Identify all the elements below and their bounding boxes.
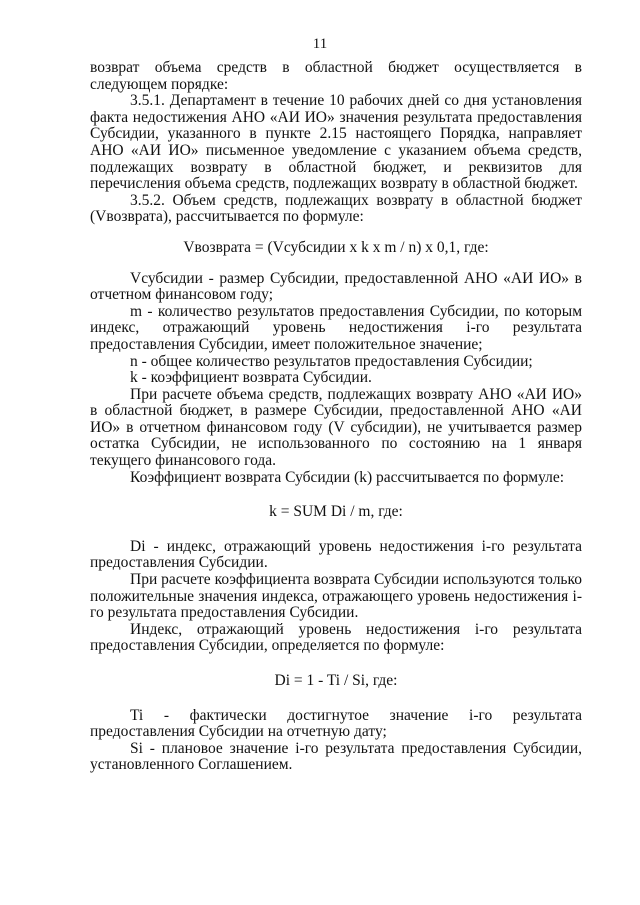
paragraph-return-order: возврат объема средств в областной бюджет осуществляется в следующем порядке:: [90, 59, 582, 93]
formula-return-volume: Vвозврата = (Vсубсидии x k x m / n) x 0,1, где:: [183, 238, 489, 256]
definition-ti: Ti - фактически достигнутое значение i-го результата предоставления Субсидии на отчетную дату;: [90, 706, 582, 741]
formula-index: Di = 1 - Ti / Si, где:: [274, 672, 398, 689]
paragraph-positive-values: При расчете коэффициента возврата Субсидии используются только положительные значения индекса, отражающего уровень недостижения i-го результата предоставления Субсидии.: [90, 571, 582, 622]
formula-coefficient: k = SUM Di / m, где:: [269, 503, 403, 521]
paragraph-index-intro: Индекс, отражающий уровень недостижения i-го результата предоставления Субсидии, определяется по формуле:: [90, 620, 582, 655]
paragraph-3-5-2: 3.5.2. Объем средств, подлежащих возврату в областной бюджет (Vвозврата), рассчитывается по формуле:: [90, 191, 582, 226]
definition-m: m - количество результатов предоставления Субсидии, по которым индекс, отражающий уровень недостижения i-го результата предоставления Субсидии, имеет положительное значение;: [90, 302, 582, 353]
definition-si: Si - плановое значение i-го результата предоставления Субсидии, установленного Соглашением.: [90, 739, 582, 774]
paragraph-3-5-1: 3.5.1. Департамент в течение 10 рабочих дней со дня установления факта недостижения АНО «АИ ИО» значения результата предоставления Субсидии, указанного в пункте 2.15 настоящего Порядка, направляет АНО «АИ ИО» письменное уведомление с указанием объема средств, подлежащих возврату в областной бюджет, и реквизитов для перечисления объема средств, подлежащих возврату в областной бюджет.: [90, 92, 582, 193]
page-number: 11: [312, 36, 328, 52]
definition-k: k - коэффициент возврата Субсидии.: [130, 369, 372, 387]
paragraph-calculation-note: При расчете объема средств, подлежащих возврату АНО «АИ ИО» в областной бюджет, в размере Субсидии, предоставленной АНО «АИ ИО» в отчетном финансовом году (V субсидии), не учитывается размер остатка Субсидии, не использованного по состоянию на 1 января текущего финансового года.: [90, 385, 582, 470]
document-body: [90, 60, 582, 774]
paragraph-coefficient-intro: Коэффициент возврата Субсидии (k) рассчитывается по формуле:: [130, 468, 565, 486]
definition-v-subsidy: Vсубсидии - размер Субсидии, предоставленной АНО «АИ ИО» в отчетном финансовом году;: [90, 269, 582, 304]
definition-di: Di - индекс, отражающий уровень недостижения i-го результата предоставления Субсидии.: [90, 537, 582, 572]
definition-n: n - общее количество результатов предоставления Субсидии;: [130, 352, 533, 370]
